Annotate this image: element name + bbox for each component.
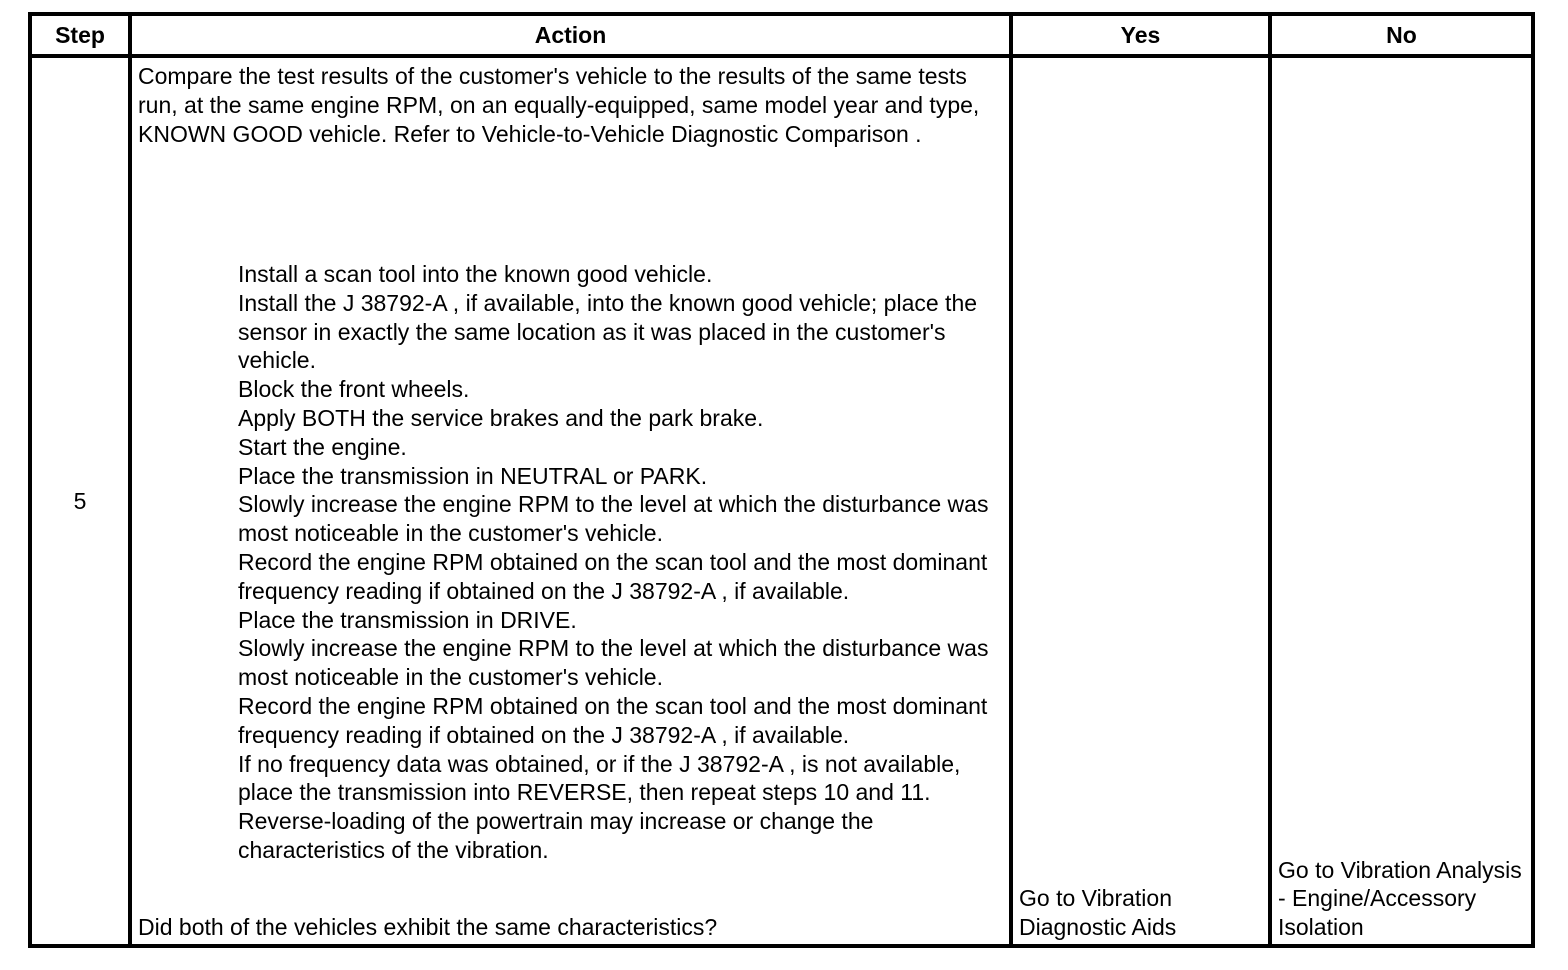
substep-item: Record the engine RPM obtained on the scan tool and the most dominant frequency reading if obtained on the J 38792-A , if available. — [238, 692, 988, 748]
yes-cell — [1011, 56, 1270, 946]
substep-item: Apply BOTH the service brakes and the park brake. — [238, 404, 764, 431]
header-no: No — [1270, 14, 1533, 56]
action-question: Did both of the vehicles exhibit the same characteristics? — [138, 914, 718, 941]
substep-item: Record the engine RPM obtained on the scan tool and the most dominant frequency reading if obtained on the J 38792-A , if available. — [238, 548, 988, 604]
header-action: Action — [130, 14, 1011, 56]
substep-item: Place the transmission in DRIVE. — [238, 606, 577, 633]
substep-item: Block the front wheels. — [238, 376, 470, 403]
substep-item: Install a scan tool into the known good vehicle. — [238, 261, 713, 287]
action-cell — [130, 56, 1011, 946]
no-outcome: Go to Vibration Analysis - Engine/Accessory Isolation — [1278, 856, 1522, 941]
table-row — [30, 56, 1533, 946]
header-yes: Yes — [1011, 14, 1270, 56]
substep-item: Install the J 38792-A , if available, into the known good vehicle; place the sensor in exactly the same location as it was placed in the customer's vehicle. — [238, 289, 978, 374]
header-step: Step — [30, 14, 130, 56]
no-cell — [1270, 56, 1533, 946]
substep-item: Start the engine. — [238, 433, 407, 460]
substep-item: Slowly increase the engine RPM to the level at which the disturbance was most noticeable in the customer's vehicle. — [238, 635, 989, 691]
step-number: 5 — [30, 56, 130, 946]
substep-item: Slowly increase the engine RPM to the level at which the disturbance was most noticeable in the customer's vehicle. — [238, 491, 989, 547]
diagnostic-table — [28, 12, 1535, 948]
action-intro: Compare the test results of the customer's vehicle to the results of the same tests run, at the same engine RPM, on an equally-equipped, same model year and type, KNOWN GOOD vehicle. Refer to Vehicle-to-Vehicle Diagnostic Comparison . — [138, 63, 980, 147]
substep-list — [138, 260, 1005, 865]
table-header-row — [30, 14, 1533, 56]
substep-item: If no frequency data was obtained, or if the J 38792-A , is not available, place the transmission into REVERSE, then repeat steps 10 and 11. Reverse-loading of the powertrain may increase or change the characteristics of the vibration. — [238, 750, 961, 863]
substep-item: Place the transmission in NEUTRAL or PARK. — [238, 462, 708, 489]
yes-outcome: Go to Vibration Diagnostic Aids — [1019, 885, 1177, 941]
